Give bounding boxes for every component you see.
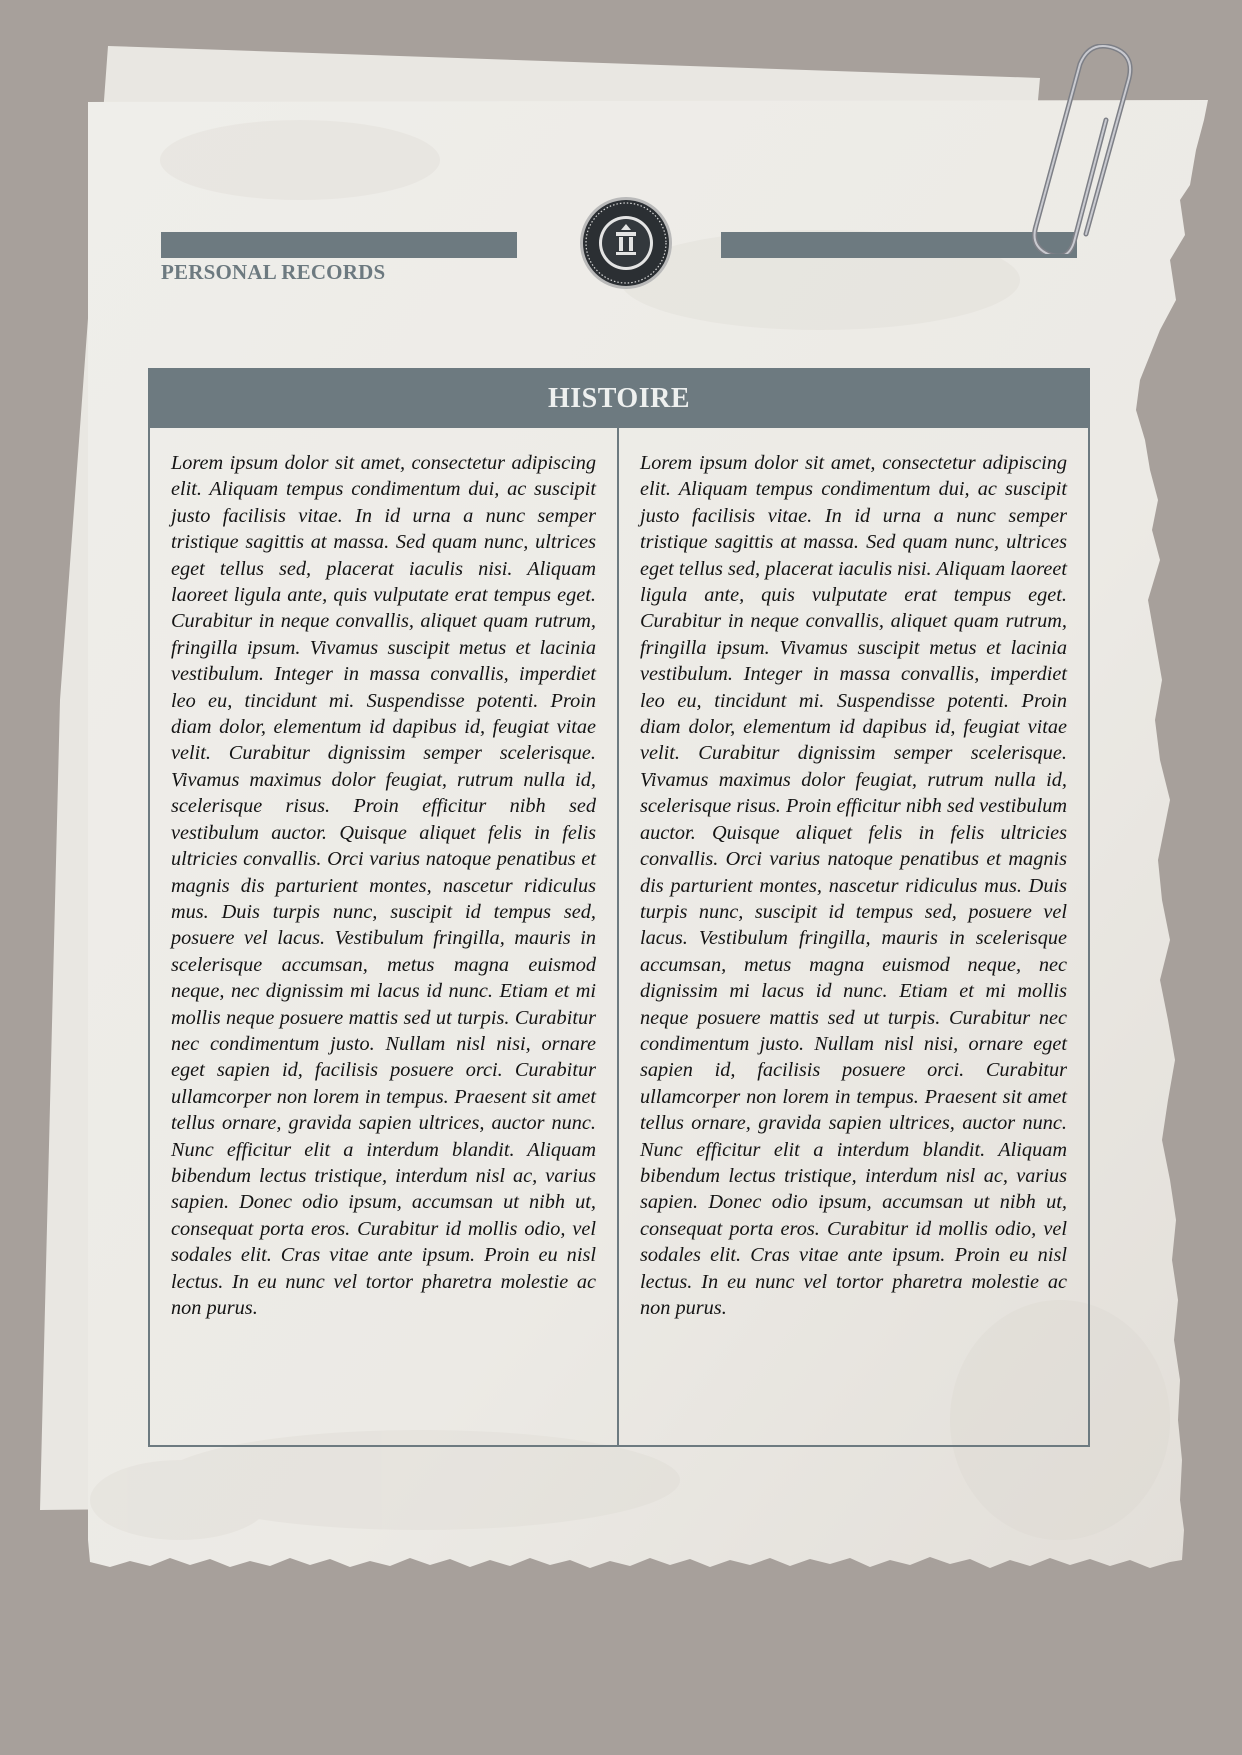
records-body (150, 428, 1088, 1445)
paperclip-icon (1010, 44, 1160, 254)
records-column-right (619, 428, 1088, 1445)
records-panel (148, 368, 1090, 1447)
records-column-left (150, 428, 619, 1445)
header-bar-left (161, 232, 517, 258)
section-label: PERSONAL RECORDS (161, 260, 386, 284)
column-text: Lorem ipsum dolor sit amet, consectetur adipiscing elit. Aliquam tempus condimentum dui, ac suscipit justo facilisis vitae. In id urna a nunc semper tristique sagittis at massa. Sed quam nunc, ultrices eget tellus sed, placerat iaculis nisi. Aliquam laoreet ligula ante, quis vulputate erat tempus eget. Curabitur in neque convallis, aliquet quam rutrum, fringilla ipsum. Vivamus suscipit metus et lacinia vestibulum. Integer in massa convallis, imperdiet leo eu, tincidunt mi. Suspendisse potenti. Proin diam dolor, elementum id dapibus id, feugiat vitae velit. Curabitur dignissim semper scelerisque. Vivamus maximus dolor feugiat, rutrum nulla id, scelerisque risus. Proin efficitur nibh sed vestibulum auctor. Quisque aliquet felis in felis ultricies convallis. Orci varius natoque penatibus et magnis dis parturient montes, nascetur ridiculus mus. Duis turpis nunc, suscipit id tempus sed, posuere vel lacus. Vestibulum fringilla, mauris in scelerisque accumsan, metus magna euismod neque, nec dignissim mi lacus id nunc. Etiam et mi mollis neque posuere mattis sed ut turpis. Curabitur nec condimentum justo. Nullam nisl nisi, ornare eget sapien id, facilisis posuere orci. Curabitur ullamcorper non lorem in tempus. Praesent sit amet tellus ornare, gravida sapien ultrices, auctor nunc. Nunc efficitur elit a interdum blandit. Aliquam bibendum lectus tristique, interdum nisl ac, varius sapien. Donec odio ipsum, accumsan ut nibh ut, consequat porta eros. Curabitur id mollis odio, vel sodales elit. Cras vitae ante ipsum. Proin eu nisl lectus. In eu nunc vel tortor pharetra molestie ac non purus. (171, 452, 596, 1319)
department-seal-icon (579, 196, 673, 290)
records-title: HISTOIRE (150, 370, 1088, 428)
column-text: Lorem ipsum dolor sit amet, consectetur adipiscing elit. Aliquam tempus condimentum dui, ac suscipit justo facilisis vitae. In id urna a nunc semper tristique sagittis at massa. Sed quam nunc, ultrices eget tellus sed, placerat iaculis nisi. Aliquam laoreet ligula ante, quis vulputate erat tempus eget. Curabitur in neque convallis, aliquet quam rutrum, fringilla ipsum. Vivamus suscipit metus et lacinia vestibulum. Integer in massa convallis, imperdiet leo eu, tincidunt mi. Suspendisse potenti. Proin diam dolor, elementum id dapibus id, feugiat vitae velit. Curabitur dignissim semper scelerisque. Vivamus maximus dolor feugiat, rutrum nulla id, scelerisque risus. Proin efficitur nibh sed vestibulum auctor. Quisque aliquet felis in felis ultricies convallis. Orci varius natoque penatibus et magnis dis parturient montes, nascetur ridiculus mus. Duis turpis nunc, suscipit id tempus sed, posuere vel lacus. Vestibulum fringilla, mauris in scelerisque accumsan, metus magna euismod neque, nec dignissim mi lacus id nunc. Etiam et mi mollis neque posuere mattis sed ut turpis. Curabitur nec condimentum justo. Nullam nisl nisi, ornare eget sapien id, facilisis posuere orci. Curabitur ullamcorper non lorem in tempus. Praesent sit amet tellus ornare, gravida sapien ultrices, auctor nunc. Nunc efficitur elit a interdum blandit. Aliquam bibendum lectus tristique, interdum nisl ac, varius sapien. Donec odio ipsum, accumsan ut nibh ut, consequat porta eros. Curabitur id mollis odio, vel sodales elit. Cras vitae ante ipsum. Proin eu nisl lectus. In eu nunc vel tortor pharetra molestie ac non purus. (640, 452, 1067, 1319)
